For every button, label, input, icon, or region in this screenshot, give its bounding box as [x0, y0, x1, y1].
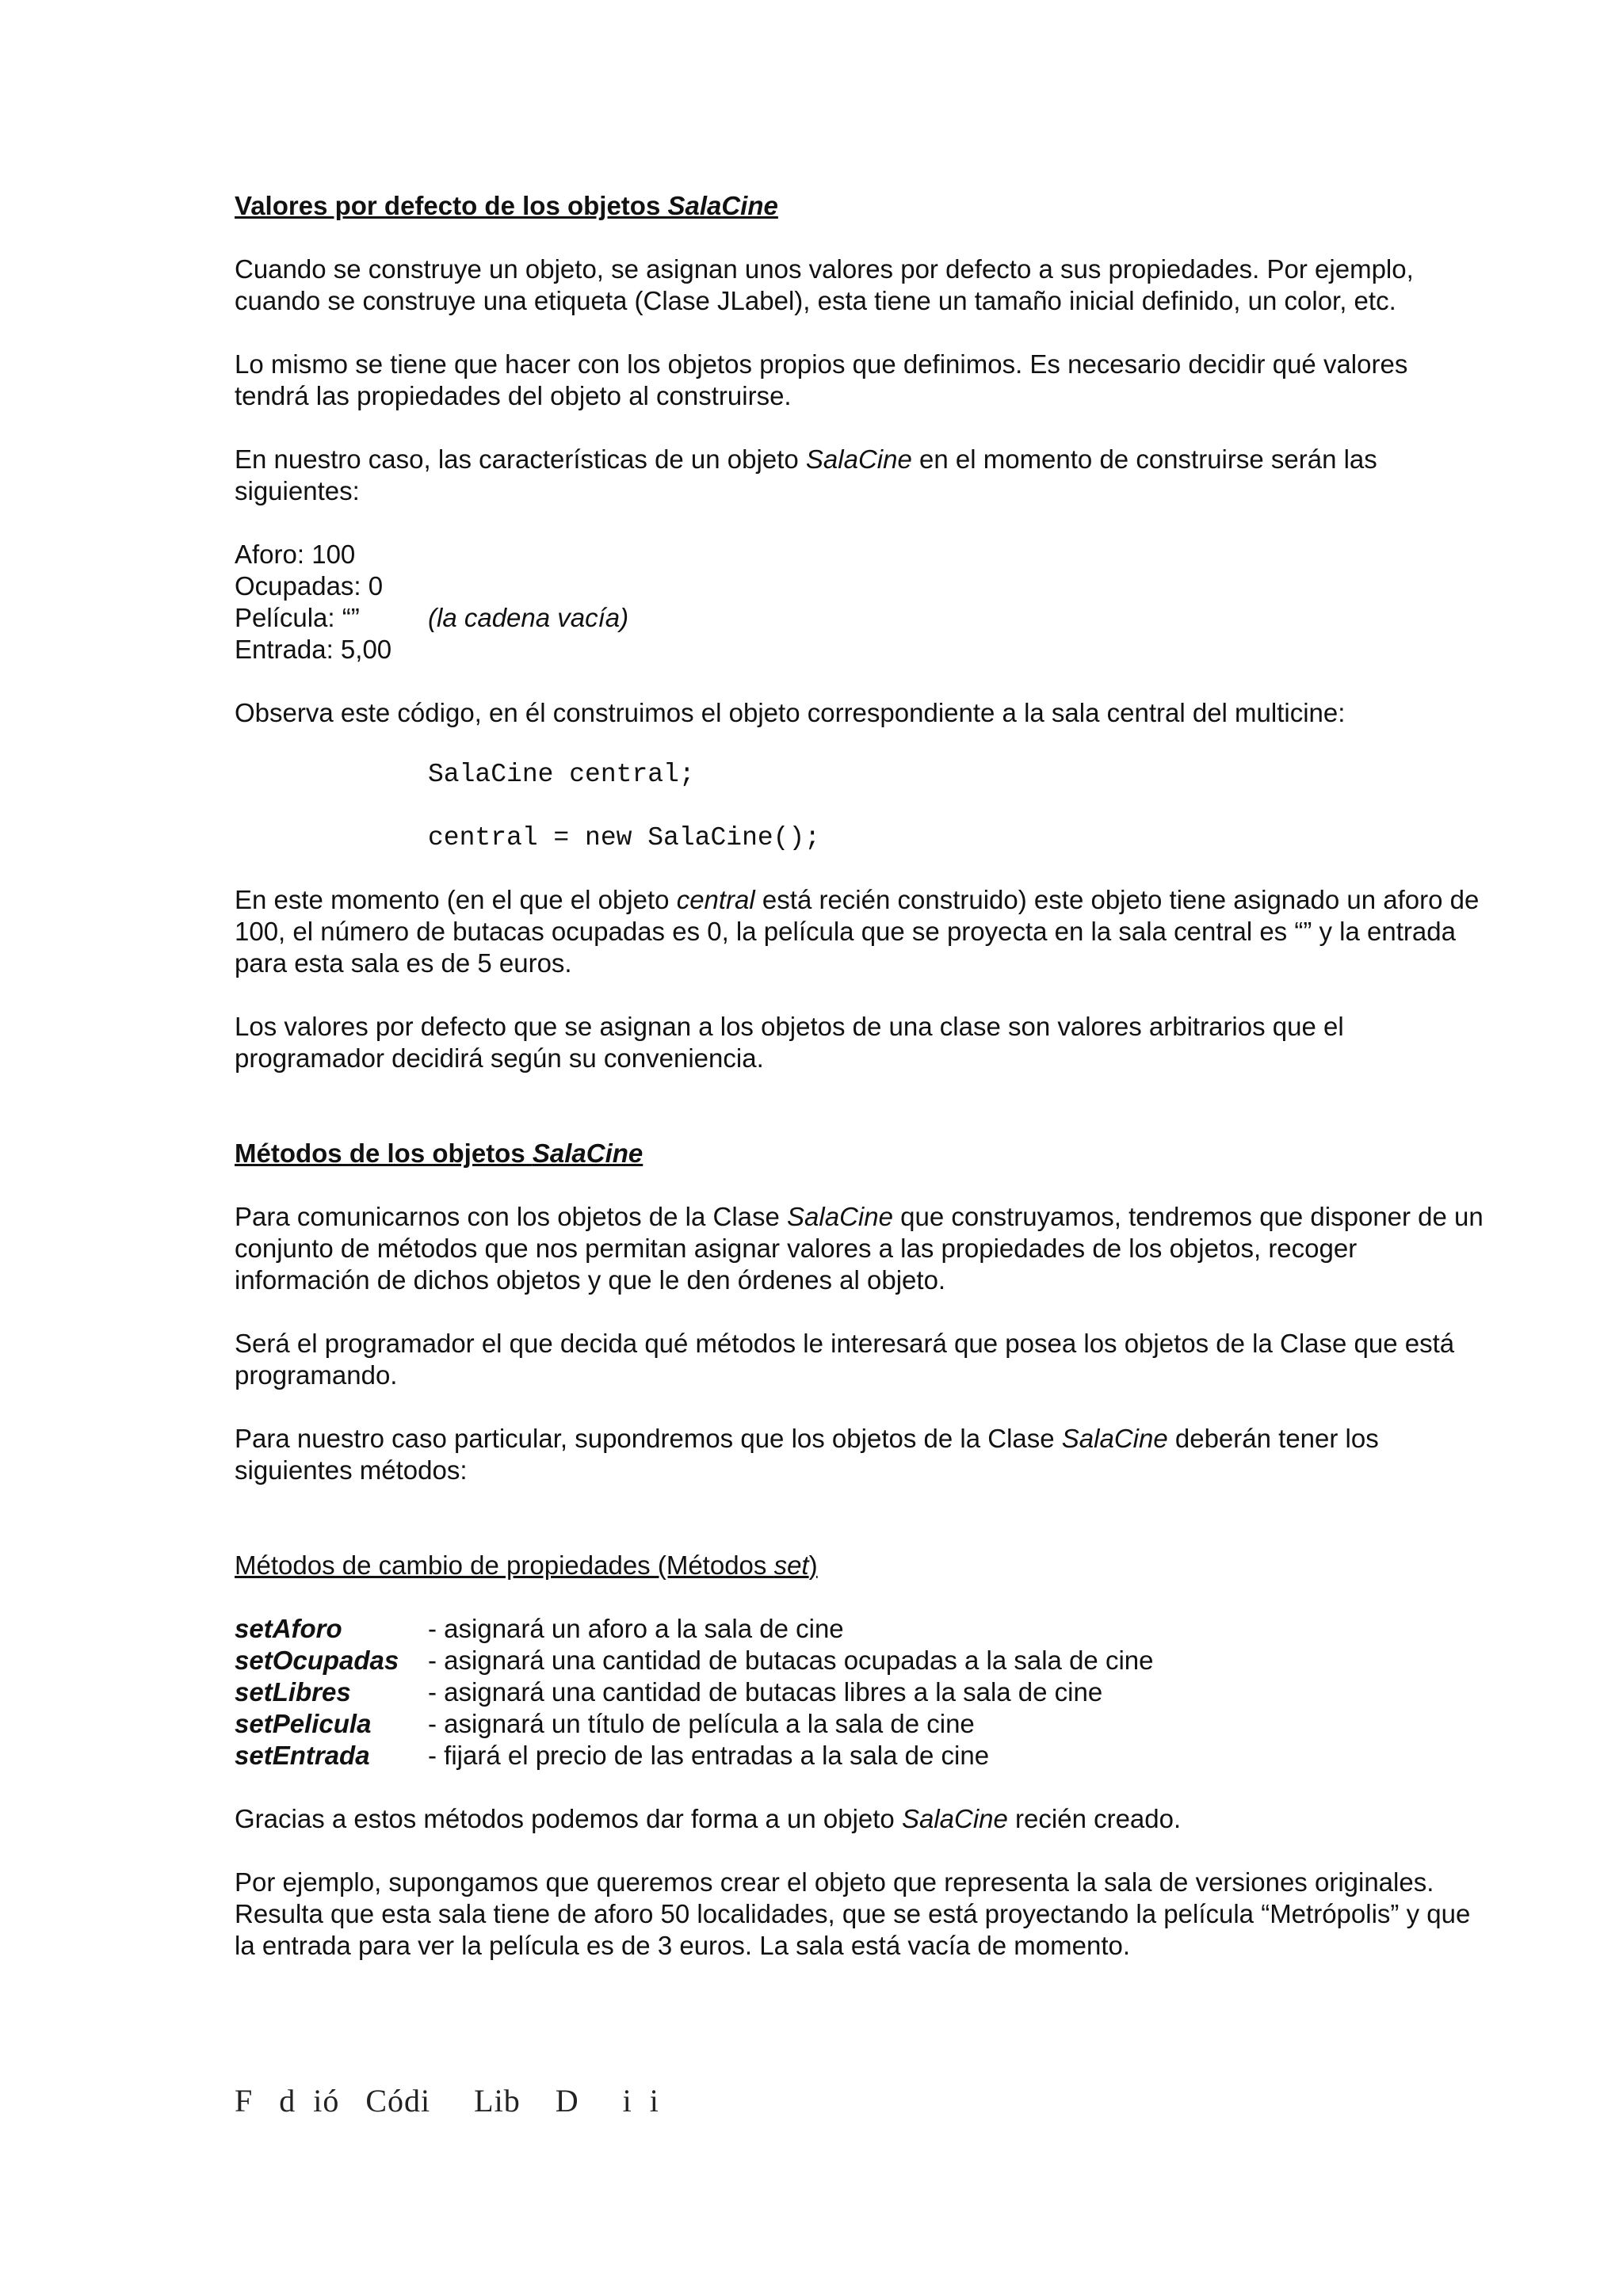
paragraph: Para nuestro caso particular, supondremos que los objetos de la Clase SalaCine deberán tener los siguientes métodos:	[235, 1424, 1379, 1485]
default-properties-list	[235, 539, 1487, 666]
method-description: - asignará una cantidad de butacas ocupadas a la sala de cine	[428, 1646, 1154, 1675]
paragraph: Para comunicarnos con los objetos de la Clase SalaCine que construyamos, tendremos que disponer de un conjunto de métodos que nos permitan asignar valores a las propiedades de los objetos, recoger información de dichos objetos y que le den órdenes al objeto.	[235, 1202, 1484, 1295]
method-name: setLibres	[235, 1677, 351, 1707]
document-page	[235, 190, 1487, 1962]
paragraph: Los valores por defecto que se asignan a los objetos de una clase son valores arbitrarios que el programador decidirá según su conveniencia.	[235, 1012, 1344, 1073]
subheading-set-methods: Métodos de cambio de propiedades (Métodos set)	[235, 1550, 818, 1580]
method-name: setOcupadas	[235, 1646, 399, 1675]
section-heading-methods: Métodos de los objetos SalaCine	[235, 1138, 643, 1168]
methods-list	[235, 1613, 1487, 1772]
property-pelicula-note: (la cadena vacía)	[428, 603, 629, 632]
code-line: SalaCine central;	[428, 760, 695, 789]
paragraph: Observa este código, en él construimos el objeto correspondiente a la sala central del multicine:	[235, 698, 1346, 727]
method-description: - asignará una cantidad de butacas libres a la sala de cine	[428, 1677, 1103, 1707]
method-description: - asignará un título de película a la sala de cine	[428, 1709, 975, 1738]
method-name: setAforo	[235, 1614, 342, 1643]
method-name: setPelicula	[235, 1709, 372, 1738]
paragraph: Cuando se construye un objeto, se asignan unos valores por defecto a sus propiedades. Por ejemplo, cuando se construye una etiqueta (Clase JLabel), esta tiene un tamaño inicial definido, un color, etc.	[235, 254, 1414, 315]
paragraph: Gracias a estos métodos podemos dar forma a un objeto SalaCine recién creado.	[235, 1804, 1182, 1833]
paragraph: Será el programador el que decida qué métodos le interesará que posea los objetos de la Clase que está programando.	[235, 1329, 1455, 1390]
paragraph: En nuestro caso, las características de un objeto SalaCine en el momento de construirse serán las siguientes:	[235, 444, 1377, 505]
method-name: setEntrada	[235, 1741, 370, 1770]
property-pelicula: Película: “” (la cadena vacía)	[235, 603, 629, 632]
section-heading-defaults: Valores por defecto de los objetos SalaCine	[235, 191, 778, 220]
property-ocupadas: Ocupadas: 0	[235, 571, 384, 601]
property-aforo: Aforo: 100	[235, 540, 356, 569]
page-footer: F d ió Códi Lib D i i	[235, 2083, 659, 2119]
code-line: central = new SalaCine();	[428, 823, 821, 852]
method-description: - asignará un aforo a la sala de cine	[428, 1614, 844, 1643]
paragraph: Lo mismo se tiene que hacer con los objetos propios que definimos. Es necesario decidir qué valores tendrá las propiedades del objeto al construirse.	[235, 349, 1408, 410]
paragraph: Por ejemplo, supongamos que queremos crear el objeto que representa la sala de versiones originales. Resulta que esta sala tiene de aforo 50 localidades, que se está proyectando la película “Metrópolis” y que la entrada para ver la película es de 3 euros. La sala está vacía de momento.	[235, 1867, 1471, 1960]
method-description: - fijará el precio de las entradas a la sala de cine	[428, 1741, 990, 1770]
property-entrada: Entrada: 5,00	[235, 635, 392, 664]
paragraph: En este momento (en el que el objeto central está recién construido) este objeto tiene asignado un aforo de 100, el número de butacas ocupadas es 0, la película que se proyecta en la sala central es “” y la entrada para esta sala es de 5 euros.	[235, 885, 1480, 978]
